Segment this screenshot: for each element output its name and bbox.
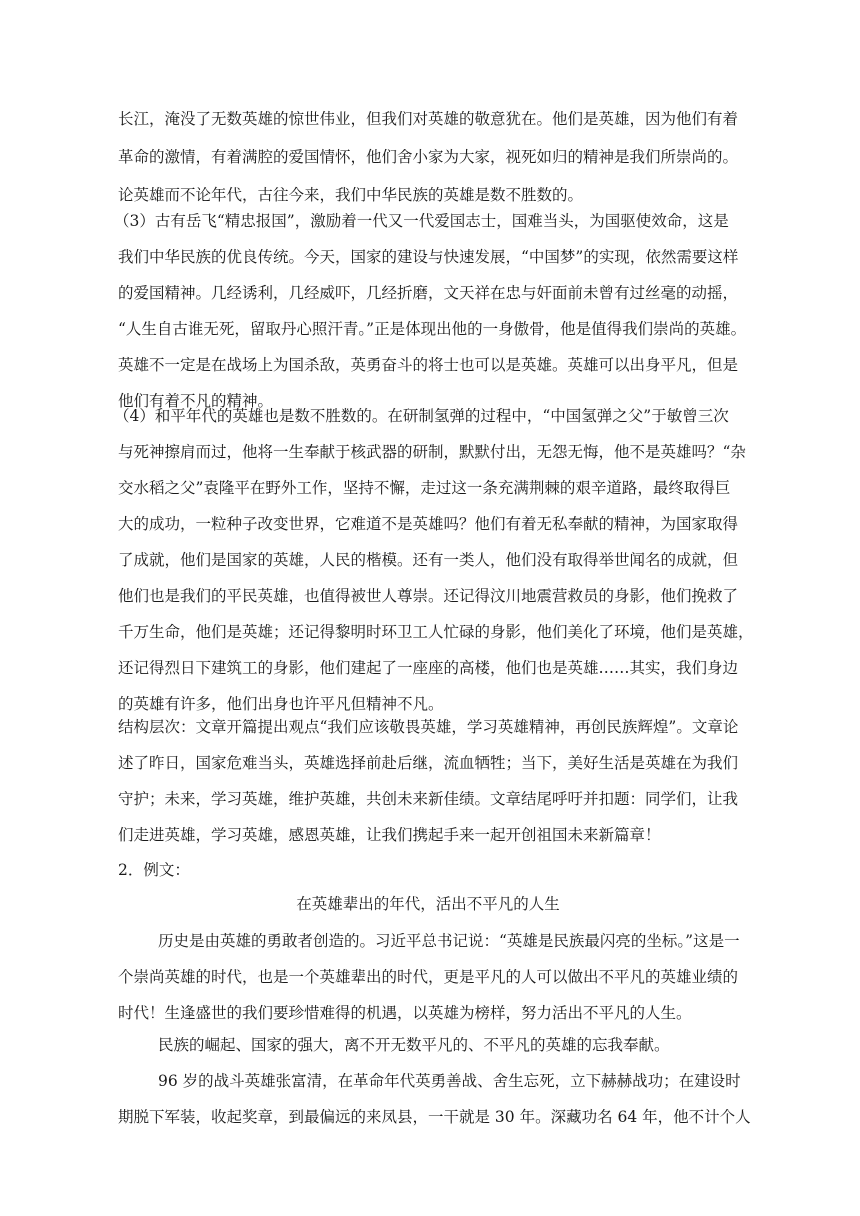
text-line: 们走进英雄，学习英雄，感恩英雄，让我们携起手来一起开创祖国未来新篇章！ [118,826,661,844]
text-line: 的爱国精神。几经诱利，几经威吓，几经折磨，文天祥在忠与奸面前未曾有过丝毫的动摇， [118,284,739,302]
text-line: 96 岁的战斗英雄张富清，在革命年代英勇善战、舍生忘死，立下赫赫战功；在建设时 [158,1072,741,1090]
text-line: 的英雄有许多，他们出身也许平凡但精神不凡。 [118,695,444,713]
text-line: 期脱下军装，收起奖章，到最偏远的来凤县，一干就是 30 年。深藏功名 64 年，他不计个人 [118,1108,751,1126]
text-line: 长江，淹没了无数英雄的惊世伟业，但我们对英雄的敬意犹在。他们是英雄，因为他们有着 [118,110,739,128]
text-line: （3）古有岳飞“精忠报国”，激励着一代又一代爱国志士，国难当头，为国驱使效命，这是 [114,212,729,230]
text-line: 述了昨日，国家危难当头，英雄选择前赴后继，流血牺牲；当下，美好生活是英雄在为我们 [118,754,739,772]
text-line: 革命的激情，有着满腔的爱国情怀，他们舍小家为大家，视死如归的精神是我们所崇尚的。 [118,148,739,166]
text-line: “人生自古谁无死，留取丹心照汗青。”正是体现出他的一身傲骨，他是值得我们崇尚的英雄。 [118,320,747,338]
text-line: 个崇尚英雄的时代，也是一个英雄辈出的时代，更是平凡的人可以做出不平凡的英雄业绩的 [118,968,739,986]
text-line: 民族的崛起、国家的强大，离不开无数平凡的、不平凡的英雄的忘我奉献。 [158,1036,670,1054]
text-line: 时代！生逢盛世的我们要珍惜难得的机遇，以英雄为榜样，努力活出不平凡的人生。 [118,1004,692,1022]
text-line: 他们有着不凡的精神。 [118,392,274,410]
text-line: 了成就，他们是国家的英雄，人民的楷模。还有一类人，他们没有取得举世闻名的成就，但 [118,551,739,569]
text-line: 他们也是我们的平民英雄，也值得被世人尊崇。还记得汶川地震营救员的身影，他们挽救了 [118,587,739,605]
text-line: 还记得烈日下建筑工的身影，他们建起了一座座的高楼，他们也是英雄……其实，我们身边 [118,659,739,677]
text-line: 2．例文： [118,861,190,879]
text-line: 守护；未来，学习英雄，维护英雄，共创未来新佳绩。文章结尾呼吁并扣题：同学们，让我 [118,790,739,808]
text-line: 大的成功，一粒种子改变世界，它难道不是英雄吗？他们有着无私奉献的精神，为国家取得 [118,515,739,533]
text-line: （4）和平年代的英雄也是数不胜数的。在研制氢弹的过程中，“中国氢弹之父”于敏曾三次 [114,407,729,425]
text-line: 我们中华民族的优良传统。今天，国家的建设与快速发展，“中国梦”的实现，依然需要这样 [118,248,739,266]
text-line: 论英雄而不论年代，古往今来，我们中华民族的英雄是数不胜数的。 [118,186,584,204]
text-line: 交水稻之父”袁隆平在野外工作，坚持不懈，走过这一条充满荆棘的艰辛道路，最终取得巨 [118,479,731,497]
essay-title: 在英雄辈出的年代，活出不平凡的人生 [296,895,560,913]
text-line: 历史是由英雄的勇敢者创造的。习近平总书记说：“英雄是民族最闪亮的坐标。”这是一 [158,932,740,950]
text-line: 与死神擦肩而过，他将一生奉献于核武器的研制，默默付出，无怨无悔，他不是英雄吗？“杂 [118,443,746,461]
text-line: 千万生命，他们是英雄；还记得黎明时环卫工人忙碌的身影，他们美化了环境，他们是英雄， [118,623,754,641]
text-line: 英雄不一定是在战场上为国杀敌，英勇奋斗的将士也可以是英雄。英雄可以出身平凡，但是 [118,356,739,374]
text-line: 结构层次：文章开篇提出观点“我们应该敬畏英雄，学习英雄精神，再创民族辉煌”。文章论 [118,718,739,736]
